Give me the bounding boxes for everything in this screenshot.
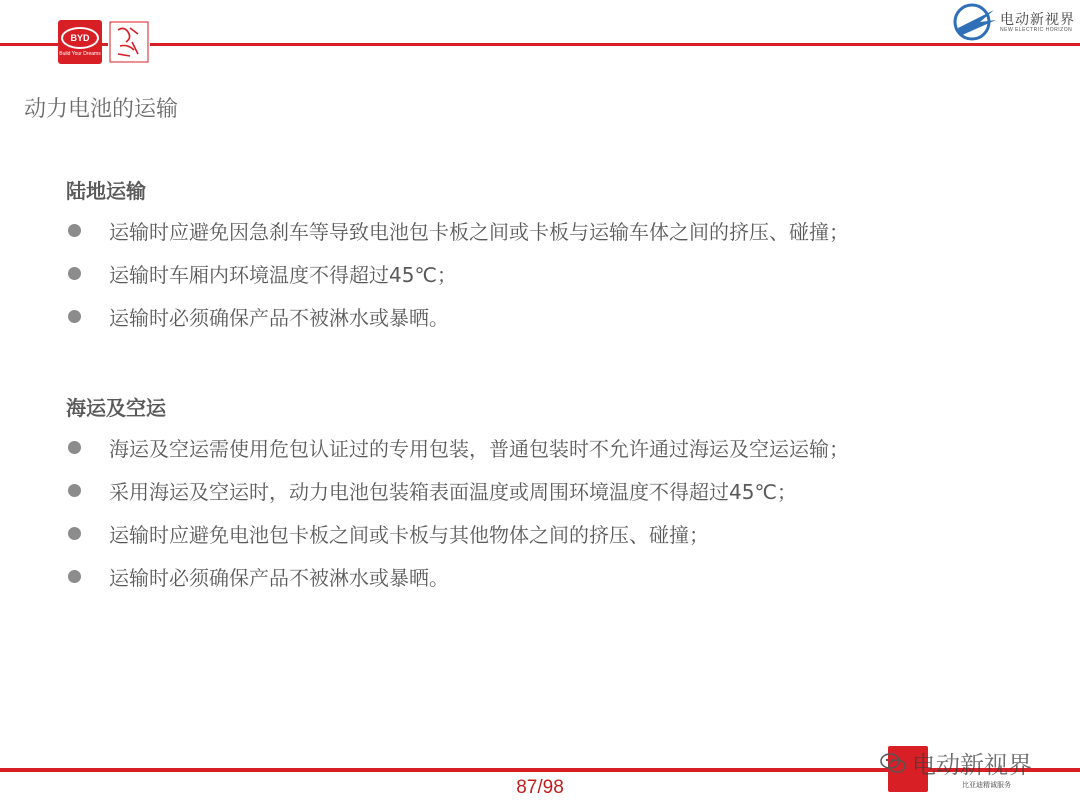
quality-seal-logo bbox=[108, 20, 150, 64]
list-item bbox=[66, 512, 849, 555]
list-item-text: 采用海运及空运时，动力电池包装箱表面温度或周围环境温度不得超过45℃； bbox=[109, 480, 797, 504]
section-heading-land: 陆地运输 bbox=[66, 179, 146, 203]
byd-logo bbox=[58, 20, 102, 64]
list-item-text: 运输时必须确保产品不被淋水或暴晒。 bbox=[109, 566, 449, 590]
section-heading-sea-air: 海运及空运 bbox=[66, 396, 166, 420]
page-number: 87/98 bbox=[516, 777, 564, 798]
bullet-icon bbox=[68, 441, 81, 454]
bullet-icon bbox=[68, 267, 81, 280]
list-item-text: 运输时应避免因急刹车等导致电池包卡板之间或卡板与运输车体之间的挤压、碰撞； bbox=[109, 220, 849, 244]
list-item-text: 运输时车厢内环境温度不得超过45℃； bbox=[109, 263, 457, 287]
bullet-icon bbox=[68, 310, 81, 323]
bullet-icon bbox=[68, 570, 81, 583]
byd-logo-text: BYD bbox=[61, 27, 99, 49]
list-item bbox=[66, 555, 849, 598]
watermark-text: 电动新视界 bbox=[912, 751, 1032, 779]
list-item bbox=[66, 209, 849, 252]
bullet-icon bbox=[68, 527, 81, 540]
list-item-text: 运输时必须确保产品不被淋水或暴晒。 bbox=[109, 306, 449, 330]
list-item bbox=[66, 469, 849, 512]
header-divider bbox=[0, 43, 1080, 46]
wechat-icon bbox=[880, 752, 906, 774]
bullet-icon bbox=[68, 484, 81, 497]
brand-logo-icon bbox=[950, 2, 1000, 42]
brand-subtitle: NEW ELECTRIC HORIZON bbox=[1000, 27, 1073, 33]
brand-name: 电动新视界 bbox=[1000, 12, 1075, 28]
list-item bbox=[66, 295, 849, 338]
footer-brand: 比亚迪精诚服务 bbox=[962, 781, 1011, 789]
sea-air-transport-list bbox=[66, 426, 849, 598]
byd-logo-sub: Build Your Dreams bbox=[59, 51, 101, 57]
slide-title: 动力电池的运输 bbox=[24, 97, 179, 122]
list-item-text: 海运及空运需使用危包认证过的专用包装，普通包装时不允许通过海运及空运运输； bbox=[109, 437, 849, 461]
watermark bbox=[880, 745, 1032, 780]
list-item-text: 运输时应避免电池包卡板之间或卡板与其他物体之间的挤压、碰撞； bbox=[109, 523, 709, 547]
list-item bbox=[66, 426, 849, 469]
bullet-icon bbox=[68, 224, 81, 237]
land-transport-list bbox=[66, 209, 849, 338]
list-item bbox=[66, 252, 849, 295]
